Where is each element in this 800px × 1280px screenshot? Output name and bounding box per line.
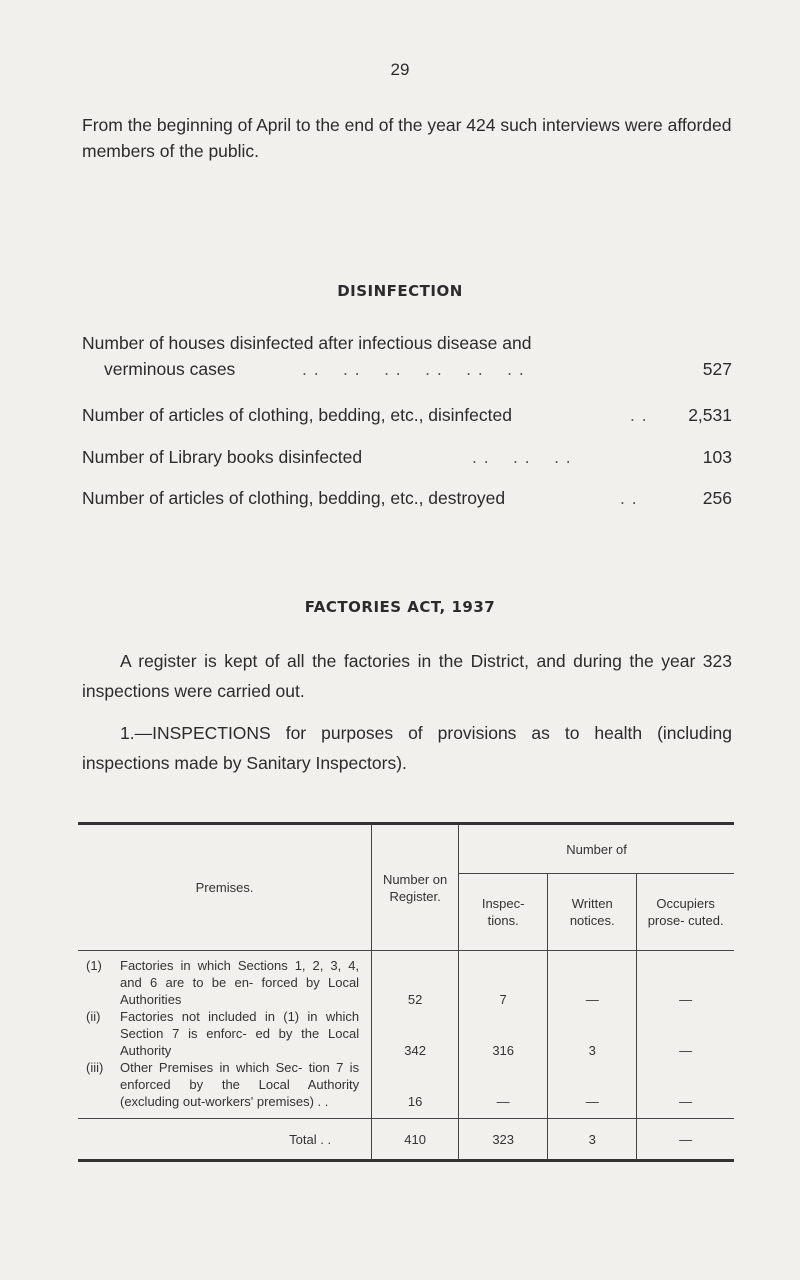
factories-register-paragraph: A register is kept of all the factories in the District, and during the year 323 inspections were carried out. [82, 651, 732, 701]
total-prosecuted: — [637, 1119, 734, 1161]
inspections-table [78, 822, 734, 1162]
row-label: verminous cases [104, 359, 236, 379]
register-cell: 342 [372, 1008, 459, 1059]
premises-cell [78, 1008, 372, 1059]
row-label-line1: Number of houses disinfected after infectious disease and [82, 333, 532, 353]
header-number-of-label: Number of [566, 841, 627, 857]
inspections-cell: — [459, 1059, 548, 1119]
header-number-on-register: Number on Register. [372, 824, 459, 951]
premises-cell [78, 1059, 372, 1119]
disinfection-row-clothing [82, 402, 732, 428]
row-value: 256 [702, 488, 732, 508]
row-label: Number of articles of clothing, bedding, etc., disinfected [82, 405, 512, 425]
row-value: 2,531 [688, 405, 732, 425]
row-line2 [82, 356, 732, 382]
leader-dots: . . [620, 488, 638, 508]
total-label: Total . . [78, 1119, 372, 1161]
table-row [78, 1008, 734, 1059]
table-total-row [78, 1119, 734, 1161]
table-row [78, 951, 734, 1009]
leader-dots: . . . . . . [472, 447, 572, 467]
premises-cell [78, 951, 372, 1009]
header-inspections: Inspec- tions. [459, 874, 548, 951]
prosecuted-cell: — [637, 1059, 734, 1119]
notices-cell: 3 [548, 1008, 637, 1059]
factories-heading: FACTORIES ACT, 1937 [304, 598, 496, 616]
header-number-of [459, 824, 734, 874]
row-value: 527 [702, 359, 732, 379]
total-notices: 3 [548, 1119, 637, 1161]
total-register: 410 [372, 1119, 459, 1161]
premises-item [78, 1059, 371, 1110]
notices-cell: — [548, 951, 637, 1009]
disinfection-row-destroyed [82, 485, 732, 511]
intro-paragraph: From the beginning of April to the end of the year 424 such interviews were afforded members of the public. [82, 115, 732, 161]
premises-item [78, 957, 371, 1008]
leader-dots: . . . . . . . . . . . . [302, 359, 525, 379]
register-cell: 52 [372, 951, 459, 1009]
header-occupiers-prosecuted: Occupiers prose- cuted. [637, 874, 734, 951]
item-text: Factories not included in (1) in which Section 7 is enforc- ed by the Local Authority [120, 1009, 360, 1058]
premises-item [78, 1008, 371, 1059]
inspections-paragraph: 1.—INSPECTIONS for purposes of provisions as to health (including inspections made by Sanitary Inspectors). [82, 723, 732, 773]
page-number: 29 [390, 60, 410, 79]
inspections-cell: 316 [459, 1008, 548, 1059]
item-number: (iii) [86, 1060, 104, 1075]
header-premises: Premises. [195, 880, 254, 895]
total-inspections: 323 [459, 1119, 548, 1161]
item-number: (ii) [86, 1009, 101, 1024]
disinfection-row-houses [82, 330, 732, 382]
header-written-notices: Written notices. [548, 874, 637, 951]
table-header-row [78, 824, 734, 874]
item-text: Factories in which Sections 1, 2, 3, 4, and 6 are to be en- forced by Local Authorities [120, 958, 360, 1007]
disinfection-row-books [82, 444, 732, 470]
register-cell: 16 [372, 1059, 459, 1119]
prosecuted-cell: — [637, 1008, 734, 1059]
row-label: Number of articles of clothing, bedding, etc., destroyed [82, 488, 506, 508]
prosecuted-cell: — [637, 951, 734, 1009]
leader-dots: . . [630, 405, 648, 425]
row-label: Number of Library books disinfected [82, 447, 363, 467]
item-number: (1) [86, 958, 102, 973]
row-value: 103 [702, 447, 732, 467]
disinfection-heading: DISINFECTION [337, 282, 463, 300]
item-text: Other Premises in which Sec- tion 7 is enforced by the Local Authority (excluding out-workers' premises) . . [120, 1060, 360, 1109]
notices-cell: — [548, 1059, 637, 1119]
inspections-cell: 7 [459, 951, 548, 1009]
table-row [78, 1059, 734, 1119]
